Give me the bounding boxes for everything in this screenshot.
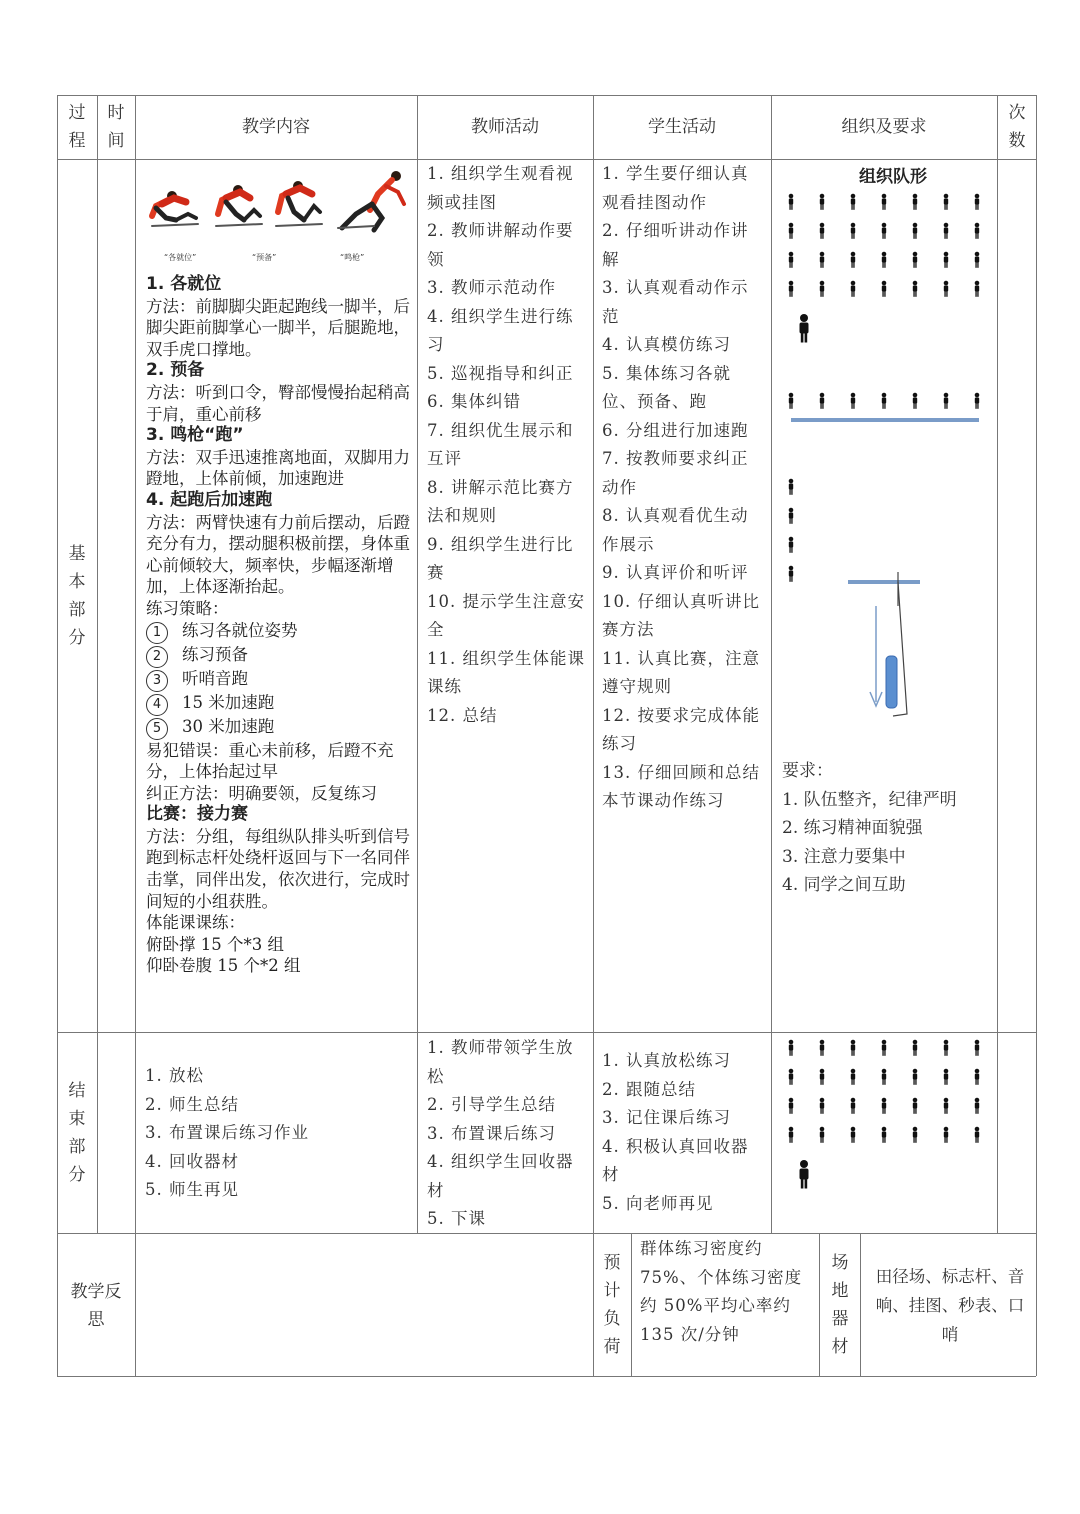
- basic-teacher-activities: [427, 160, 585, 730]
- content-item-10: 易犯错误：重心未前移，后蹬不充分，上体抬起过早: [146, 740, 394, 782]
- teacher-activity: 1. 组织学生观看视频或挂图: [427, 164, 574, 212]
- start-line-formation: [789, 393, 980, 420]
- teacher-activity: 12. 总结: [427, 705, 498, 725]
- venue-label: 场地器材: [831, 1253, 849, 1357]
- student-activity: 5. 向老师再见: [602, 1193, 714, 1213]
- content-item-9: 练习策略：: [146, 598, 229, 618]
- ending-content-item: 2. 师生总结: [145, 1094, 239, 1114]
- header-content: 教学内容: [242, 117, 310, 137]
- teacher-activity: 2. 引导学生总结: [427, 1095, 556, 1114]
- runner-figure-1: [152, 191, 198, 226]
- teacher-activity: 7. 组织优生展示和互评: [427, 420, 574, 468]
- caption-go: “鸣枪”: [340, 253, 365, 262]
- basic-student-activities: [602, 160, 764, 816]
- relay-marker-diagram: [848, 572, 920, 716]
- header-organization: 组织及要求: [841, 117, 927, 137]
- basic-section-label: 基本部分: [68, 544, 86, 648]
- content-item-1: 1. 各就位: [146, 274, 222, 294]
- header-teacher: 教师活动: [471, 117, 539, 137]
- content-item-13: 方法：分组，每组纵队排头听到信号跑到标志杆处绕杆返回与下一名同伴击掌，同伴出发，依次进行，完成时间短的小组获胜。: [146, 826, 410, 911]
- content-item-7: 4. 起跑后加速跑: [146, 489, 273, 510]
- formation-diagram: [775, 186, 995, 726]
- student-activity: 3. 记住课后练习: [602, 1108, 731, 1127]
- ending-teacher-activities: [427, 1034, 585, 1234]
- venue-text: 田径场、标志杆、音响、挂图、秒表、口哨: [875, 1267, 1025, 1344]
- content-item-5: 3. 鸣枪“跑”: [146, 425, 244, 446]
- ending-content-item: 5. 师生再见: [145, 1180, 239, 1199]
- content-item-2: 方法：前脚脚尖距起跑线一脚半，后脚尖距前脚掌心一脚半，后腿跪地，双手虎口撑地。: [146, 296, 410, 359]
- teacher-activity: 8. 讲解示范比赛方法和规则: [427, 477, 574, 525]
- student-activity: 10. 仔细认真听讲比赛方法: [602, 591, 760, 639]
- requirement-item: 4. 同学之间互助: [782, 875, 906, 895]
- marker-pole: [886, 656, 897, 708]
- content-item-15: 俯卧撑 15 个*3 组: [146, 934, 284, 954]
- teacher-activity: 6. 集体纠错: [427, 392, 521, 411]
- content-item-16: 仰卧卷腹 15 个*2 组: [146, 956, 301, 976]
- teacher-activity: 2. 教师讲解动作要领: [427, 221, 574, 269]
- ending-content-item: 4. 回收器材: [145, 1151, 239, 1171]
- caption-ready: “各就位”: [164, 253, 197, 262]
- content-item-12: 比赛：接力赛: [146, 804, 248, 825]
- student-activity: 2. 仔细听讲动作讲解: [602, 221, 749, 269]
- content-item-11: 纠正方法：明确要领，反复练习: [146, 783, 377, 803]
- student-activity: 1. 认真放松练习: [602, 1051, 731, 1070]
- student-activity: 13. 仔细回顾和总结本节课动作练习: [602, 762, 760, 810]
- ending-section-label: 结束部分: [68, 1081, 86, 1185]
- strategy-item-5: 5 30 米加速跑: [146, 716, 412, 740]
- teacher-activity: 1. 教师带领学生放松: [427, 1038, 574, 1086]
- ending-content-item: 1. 放松: [145, 1066, 204, 1085]
- sprint-start-illustration: [142, 164, 412, 266]
- caption-set: “预备”: [252, 253, 277, 262]
- student-activity: 12. 按要求完成体能练习: [602, 705, 760, 753]
- header-process: 过程: [68, 103, 86, 151]
- teacher-activity: 5. 巡视指导和纠正: [427, 363, 574, 383]
- teacher-figure: [800, 1160, 809, 1189]
- teacher-activity: 9. 组织学生进行比赛: [427, 534, 574, 582]
- student-formation-grid: [789, 194, 980, 297]
- student-activity: 9. 认真评价和听评: [602, 563, 749, 582]
- content-item-3: 2. 预备: [146, 360, 205, 381]
- basic-content: [146, 274, 412, 977]
- student-activity: 5. 集体练习各就位、预备、跑: [602, 363, 731, 411]
- content-item-6: 方法：双手迅速推离地面，双脚用力蹬地，上体前倾，加速跑进: [146, 447, 410, 489]
- teacher-activity: 11. 组织学生体能课课练: [427, 648, 585, 696]
- student-activity: 8. 认真观看优生动作展示: [602, 506, 749, 554]
- teacher-activity: 4. 组织学生回收器材: [427, 1152, 574, 1200]
- load-text: 群体练习密度约 75%、个体练习密度约 50%平均心率约 135 次/分钟: [640, 1239, 803, 1344]
- content-item-8: 方法：两臂快速有力前后摆动，后蹬充分有力，摆动腿积极前摆，身体重心前倾较大，频率快，步幅逐渐增加，上体逐渐抬起。: [146, 512, 410, 597]
- requirement-item: 1. 队伍整齐，纪律严明: [782, 789, 957, 810]
- student-activity: 7. 按教师要求纠正动作: [602, 449, 749, 497]
- requirement-item: 3. 注意力要集中: [782, 846, 906, 867]
- relay-column: [789, 479, 794, 582]
- student-activity: 2. 跟随总结: [602, 1079, 696, 1099]
- teacher-activity: 10. 提示学生注意安全: [427, 591, 585, 639]
- student-activity: 3. 认真观看动作示范: [602, 278, 749, 326]
- runner-figure-4: [338, 171, 404, 230]
- teacher-activity: 3. 布置课后练习: [427, 1123, 556, 1143]
- student-activity: 4. 积极认真回收器材: [602, 1136, 749, 1184]
- student-activity: 4. 认真模仿练习: [602, 335, 731, 354]
- student-activity: 1. 学生要仔细认真观看挂图动作: [602, 164, 749, 212]
- teacher-figure: [800, 314, 809, 343]
- content-item-4: 方法：听到口令，臀部慢慢抬起稍高于肩，重心前移: [146, 382, 410, 424]
- content-item-14: 体能课课练：: [146, 913, 245, 933]
- teacher-activity: 3. 教师示范动作: [427, 278, 556, 297]
- requirements-title: 要求：: [782, 761, 833, 781]
- teacher-activity: 5. 下课: [427, 1209, 486, 1228]
- header-time: 时间: [107, 103, 125, 151]
- runner-figure-2: [216, 185, 262, 226]
- strategy-item-1: 1 练习各就位姿势: [146, 620, 412, 644]
- reflection-label: 教学反思: [70, 1282, 122, 1330]
- runner-figure-3: [276, 181, 322, 226]
- requirement-item: 2. 练习精神面貌强: [782, 818, 923, 838]
- header-student: 学生活动: [648, 117, 716, 137]
- strategy-item-3: 3 听哨音跑: [146, 668, 412, 692]
- load-label: 预计负荷: [603, 1253, 621, 1357]
- org-title: 组织队形: [859, 167, 927, 187]
- student-activity: 6. 分组进行加速跑: [602, 420, 749, 440]
- student-activity: 11. 认真比赛，注意遵守规则: [602, 648, 760, 696]
- ending-content: [145, 1062, 411, 1205]
- strategy-item-2: 2 练习预备: [146, 644, 412, 668]
- header-count: 次数: [1008, 103, 1026, 151]
- requirements: [782, 757, 992, 900]
- ending-student-activities: [602, 1047, 764, 1218]
- ending-formation-diagram: [775, 1036, 995, 1196]
- teacher-activity: 4. 组织学生进行练习: [427, 306, 574, 354]
- ending-content-item: 3. 布置课后练习作业: [145, 1123, 309, 1142]
- strategy-item-4: 4 15 米加速跑: [146, 692, 412, 716]
